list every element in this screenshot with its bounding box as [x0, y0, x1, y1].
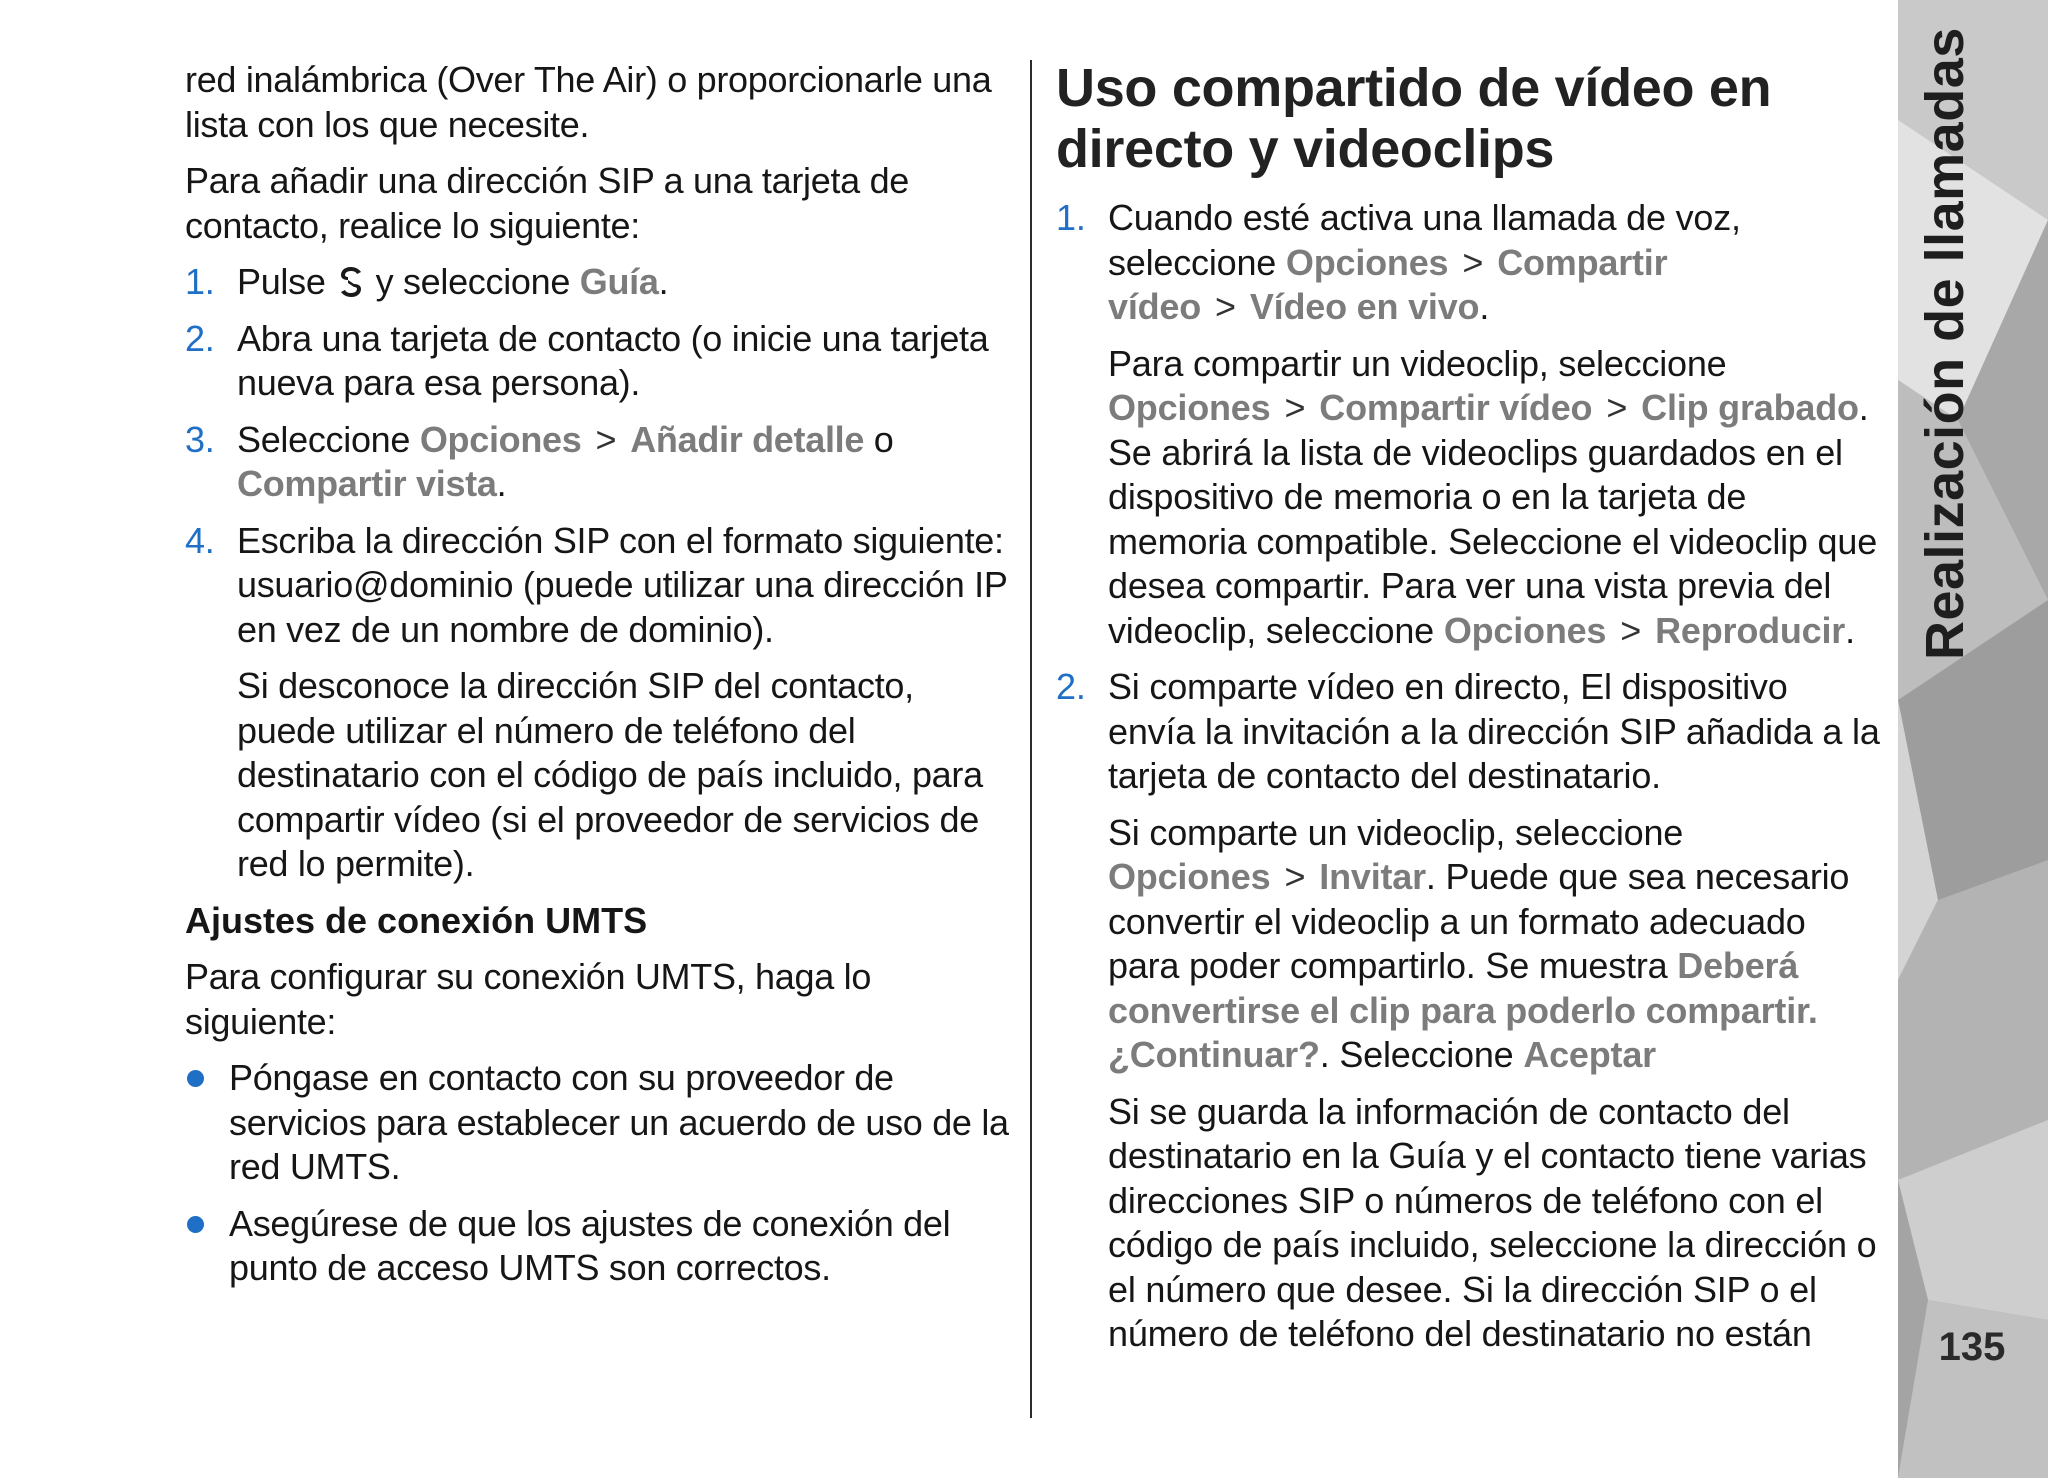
step-1 [1056, 196, 1882, 653]
ui-option-video-en-vivo: Vídeo en vivo [1249, 286, 1480, 327]
ui-option-compartir-video: Compartir vídeo [1319, 387, 1593, 428]
step-text: Pulse [237, 261, 326, 302]
step-note-text: . Seleccione [1319, 1034, 1514, 1075]
menu-separator: > [1606, 387, 1628, 428]
step-text: Escriba la dirección SIP con el formato siguiente: usuario@dominio (puede utilizar una dirección IP en vez de un nombre de dominio). [237, 519, 1007, 650]
ui-option-opciones: Opciones [1108, 856, 1271, 897]
umts-heading: Ajustes de conexión UMTS [185, 899, 648, 941]
step-text: Seleccione [237, 418, 411, 460]
menu-separator: > [1620, 609, 1642, 651]
step-text: y seleccione [375, 261, 571, 302]
menu-separator: > [1462, 241, 1484, 283]
step-1 [185, 260, 1013, 305]
share-steps [1056, 196, 1882, 1357]
step-text: Si comparte vídeo en directo, El dispositivo envía la invitación a la dirección SIP añadida a la tarjeta de contacto del destinatario. [1108, 666, 1880, 796]
punctuation: . [496, 463, 507, 504]
ui-option-clip-grabado: Clip grabado [1641, 387, 1859, 428]
step-note-text: Para compartir un videoclip, seleccione [1108, 342, 1727, 384]
punctuation: . [1845, 609, 1855, 651]
ui-message-convert: Deberá convertirse el clip para poderlo compartir. ¿Continuar? [1108, 945, 1818, 1075]
ui-option-opciones: Opciones [419, 418, 582, 460]
menu-separator: > [1215, 286, 1236, 327]
ui-option-anadir-detalle: Añadir detalle [630, 418, 865, 460]
menu-separator: > [1284, 387, 1306, 428]
chapter-title-text: Realización de llamadas [1915, 27, 1975, 660]
step-note-text: . Se abrirá la lista de videoclips guardados en el dispositivo de memoria o en la tarjeta de memoria compatible. Seleccione el videoclip que desea compartir. Para ver una vista previa del videoclip, seleccione [1108, 387, 1878, 651]
step-number: 2. [185, 317, 215, 359]
menu-separator: > [595, 418, 617, 460]
bullet-icon [187, 1070, 204, 1087]
ui-option-opciones: Opciones [1108, 387, 1271, 428]
step-2 [1056, 665, 1882, 1357]
menu-key-icon [334, 262, 368, 302]
list-item-text: Póngase en contacto con su proveedor de servicios para establecer un acuerdo de uso de la red UMTS. [229, 1057, 1009, 1187]
list-item [185, 1056, 1013, 1190]
bullet-icon [187, 1216, 204, 1233]
list-item-text: Asegúrese de que los ajustes de conexión del punto de acceso UMTS son correctos. [229, 1202, 951, 1288]
step-note-text: Si comparte un videoclip, seleccione [1108, 811, 1684, 853]
add-sip-paragraph: Para añadir una dirección SIP a una tarjeta de contacto, realice lo siguiente: [185, 160, 910, 246]
step-note [1108, 342, 1882, 654]
column-divider [1030, 60, 1032, 1418]
section-heading: Uso compartido de vídeo en directo y videoclips [1056, 58, 1772, 179]
step-note: Si desconoce la dirección SIP del contacto, puede utilizar el número de teléfono del destinatario con el código de país incluido, para compartir vídeo (si el proveedor de servicios de red lo permite). [237, 665, 983, 884]
step-note-text: . Puede que sea necesario convertir el videoclip a un formato adecuado para poder compartirlo. Se muestra [1108, 856, 1850, 986]
right-column [1056, 58, 1882, 1369]
ui-option-compartir-video: Compartir vídeo [1108, 241, 1668, 327]
step-4 [185, 519, 1013, 887]
umts-bullets [185, 1056, 1013, 1291]
step-number: 1. [185, 261, 215, 302]
ui-option-reproducir: Reproducir [1655, 609, 1846, 651]
step-3 [185, 418, 1013, 507]
step-2 [185, 317, 1013, 406]
list-item [185, 1202, 1013, 1291]
intro-paragraph: red inalámbrica (Over The Air) o proporcionarle una lista con los que necesite. [185, 59, 992, 145]
step-number: 4. [185, 519, 215, 561]
ui-option-guia: Guía [579, 261, 659, 302]
step-number: 2. [1056, 666, 1086, 707]
menu-separator: > [1284, 856, 1306, 897]
ui-option-invitar: Invitar [1319, 856, 1426, 897]
step-text: Abra una tarjeta de contacto (o inicie una tarjeta nueva para esa persona). [237, 317, 989, 403]
step-number: 3. [185, 418, 215, 460]
step-note: Si se guarda la información de contacto del destinatario en la Guía y el contacto tiene varias direcciones SIP o números de teléfono con el código de país incluido, seleccione la dirección o el número que desee. Si la dirección SIP o el número de teléfono del destinatario no están [1108, 1090, 1877, 1354]
ui-option-opciones: Opciones [1285, 241, 1449, 283]
left-column [185, 58, 1013, 1303]
ui-option-aceptar: Aceptar [1523, 1034, 1656, 1075]
ui-option-compartir-vista: Compartir vista [237, 463, 497, 504]
step-text: Cuando esté activa una llamada de voz, seleccione [1108, 197, 1741, 283]
punctuation: . [1479, 286, 1490, 327]
step-text: o [873, 418, 894, 460]
step-note [1108, 811, 1882, 1078]
ui-option-opciones: Opciones [1443, 609, 1607, 651]
umts-intro: Para configurar su conexión UMTS, haga lo siguiente: [185, 956, 872, 1042]
punctuation: . [658, 261, 669, 302]
add-sip-steps [185, 260, 1013, 887]
step-number: 1. [1056, 197, 1086, 238]
page-number: 135 [1938, 1325, 2006, 1369]
